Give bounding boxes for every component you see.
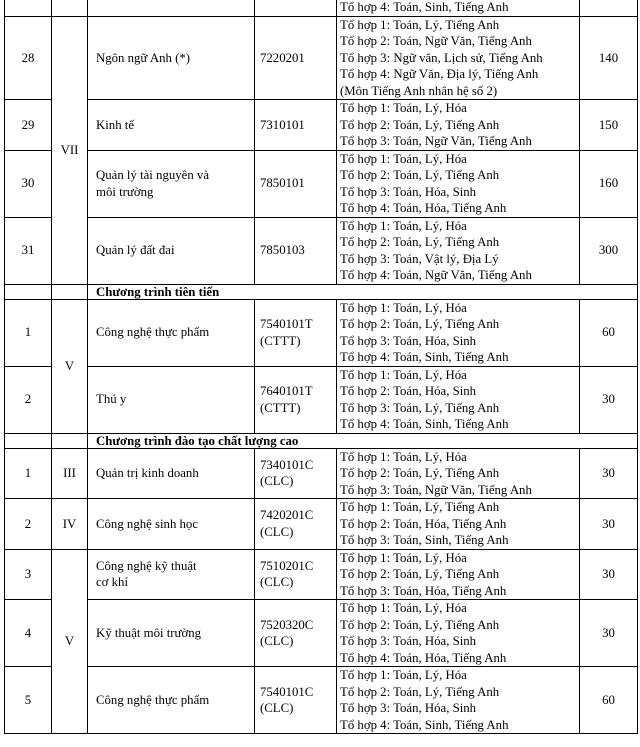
major-code-line: 7540101T (260, 317, 313, 331)
major-name: Ngôn ngữ Anh (*) (88, 16, 255, 100)
quota: 140 (580, 16, 638, 100)
combo-line: Tổ hợp 3: Toán, Ngữ Văn, Tiếng Anh (340, 482, 532, 497)
section-title: Chương trình đào tạo chất lượng cao (88, 433, 638, 448)
section-title: Chương trình tiên tiến (88, 284, 638, 299)
combo-line: Tổ hợp 2: Toán, Lý, Tiếng Anh (340, 235, 500, 249)
major-name: Công nghệ thực phẩm (88, 299, 255, 366)
combo-line: Tổ hợp 1: Toán, Lý, Hóa (340, 151, 467, 166)
table-row (5, 100, 638, 151)
combo-line: Tổ hợp 2: Toán, Lý, Tiếng Anh (340, 168, 500, 182)
combo-line: Tổ hợp 3: Toán, Hóa, Sinh (340, 184, 477, 199)
combo-line: Tổ hợp 3: Toán, Sinh, Tiếng Anh (340, 533, 509, 547)
major-code-line: 7340101C (260, 457, 314, 472)
table-row (5, 366, 638, 433)
combo-list (337, 299, 580, 366)
combo-line: Tổ hợp 2: Toán, Lý, Tiếng Anh (340, 466, 500, 480)
quota: 160 (580, 150, 638, 217)
major-name (88, 150, 255, 217)
combo-list (337, 600, 580, 667)
major-name (88, 549, 255, 600)
combo-line: Tổ hợp 1: Toán, Lý, Tiếng Anh (340, 500, 500, 514)
major-code-line: 7640101T (260, 384, 313, 398)
row-number: 3 (5, 549, 52, 600)
major-name: Quản lý đất đai (88, 217, 255, 284)
row-number: 2 (5, 499, 52, 550)
combo-line: Tổ hợp 3: Toán, Hóa, Tiếng Anh (340, 583, 507, 598)
combo-list (337, 448, 580, 499)
row-number: 5 (5, 667, 52, 734)
combo-line: Tổ hợp 1: Toán, Lý, Hóa (340, 367, 467, 382)
combo-line: Tổ hợp 1: Toán, Lý, Hóa (340, 101, 467, 115)
group-label: V (52, 549, 88, 734)
major-name: Kỹ thuật môi trường (88, 600, 255, 667)
combo-line: Tổ hợp 4: Toán, Sinh, Tiếng Anh (340, 350, 509, 364)
combo-line: Tổ hợp 1: Toán, Lý, Tiếng Anh (340, 17, 500, 32)
quota: 300 (580, 217, 638, 284)
combo-list (337, 499, 580, 550)
combo-line: Tổ hợp 2: Toán, Ngữ Văn, Tiếng Anh (340, 34, 532, 48)
major-code (255, 667, 337, 734)
row-number: 28 (5, 16, 52, 100)
combo-line: Tổ hợp 4: Toán, Sinh, Tiếng Anh (340, 417, 509, 431)
row-number: 1 (5, 448, 52, 499)
table-row (5, 667, 638, 734)
combo-list (337, 150, 580, 217)
combo-line: Tổ hợp 2: Toán, Lý, Tiếng Anh (340, 617, 500, 632)
major-code-line: (CLC) (260, 474, 294, 489)
table-row (5, 549, 638, 600)
combo-line: Tổ hợp 3: Toán, Hóa, Sinh (340, 634, 477, 648)
combo-line: Tổ hợp 2: Toán, Lý, Tiếng Anh (340, 567, 500, 581)
major-code-line: (CLC) (260, 634, 294, 648)
major-code-line: 7540101C (260, 684, 314, 699)
combo-line: Tổ hợp 3: Ngữ văn, Lịch sử, Tiếng Anh (340, 50, 543, 65)
major-code: 7220201 (255, 16, 337, 100)
major-name-line: môi trường (96, 184, 154, 199)
major-code-line: 7510201C (260, 558, 314, 573)
row-number: 1 (5, 299, 52, 366)
combo-line: Tổ hợp 4: Toán, Hóa, Tiếng Anh (340, 650, 507, 665)
combo-line: Tổ hợp 1: Toán, Lý, Hóa (340, 300, 467, 315)
combo-list (337, 16, 580, 100)
row-number: 30 (5, 150, 52, 217)
combo-line: Tổ hợp 1: Toán, Lý, Hóa (340, 668, 467, 682)
combo-line: Tổ hợp 1: Toán, Lý, Hóa (340, 601, 467, 615)
combo-line: Tổ hợp 2: Toán, Lý, Tiếng Anh (340, 317, 500, 331)
combo-line: Tổ hợp 2: Toán, Lý, Tiếng Anh (340, 117, 500, 132)
quota: 60 (580, 299, 638, 366)
combo-line: Tổ hợp 1: Toán, Lý, Hóa (340, 218, 467, 233)
quota: 150 (580, 100, 638, 151)
group-label: VII (52, 16, 88, 284)
combo-line: Tổ hợp 3: Toán, Hóa, Sinh (340, 701, 477, 715)
major-code (255, 600, 337, 667)
combo-line: Tổ hợp 3: Toán, Vật lý, Địa Lý (340, 251, 499, 266)
major-code (255, 366, 337, 433)
combo-line: Tổ hợp 1: Toán, Lý, Hóa (340, 550, 467, 565)
admission-table (4, 0, 638, 734)
major-code-line: (CTTT) (260, 400, 301, 415)
combo-line: Tổ hợp 2: Toán, Hóa, Tiếng Anh (340, 516, 507, 531)
quota: 30 (580, 448, 638, 499)
major-name-line: Công nghệ kỹ thuật (96, 558, 197, 573)
major-code-line: (CLC) (260, 701, 294, 715)
row-number: 2 (5, 366, 52, 433)
table-row (5, 0, 638, 16)
major-name: Công nghệ sinh học (88, 499, 255, 550)
section-row (5, 284, 638, 299)
combo-line: Tổ hợp 2: Toán, Hóa, Sinh (340, 384, 477, 398)
combo-line: Tổ hợp 4: Toán, Sinh, Tiếng Anh (340, 717, 509, 732)
major-name-line: Quản lý tài nguyên và (96, 168, 210, 182)
major-name: Công nghệ thực phẩm (88, 667, 255, 734)
combo-line: Tổ hợp 4: Toán, Sinh, Tiếng Anh (340, 0, 509, 14)
group-label: III (52, 448, 88, 499)
combo-line: Tổ hợp 3: Toán, Hóa, Sinh (340, 333, 477, 348)
major-code (255, 499, 337, 550)
combo-line: Tổ hợp 4: Toán, Ngữ Văn, Tiếng Anh (340, 268, 532, 282)
table-row (5, 299, 638, 366)
major-code: 7850103 (255, 217, 337, 284)
quota: 30 (580, 600, 638, 667)
major-code (255, 549, 337, 600)
table-row (5, 448, 638, 499)
major-code-line: (CTTT) (260, 333, 301, 348)
major-name: Quản trị kinh doanh (88, 448, 255, 499)
quota: 30 (580, 499, 638, 550)
row-number: 4 (5, 600, 52, 667)
quota: 30 (580, 549, 638, 600)
table-row (5, 150, 638, 217)
major-code-line: 7520320C (260, 617, 314, 632)
combo-line: Tổ hợp 1: Toán, Lý, Hóa (340, 449, 467, 464)
combo-list (337, 100, 580, 151)
combo-line: Tổ hợp 4: Toán, Hóa, Tiếng Anh (340, 201, 507, 215)
group-label: V (52, 299, 88, 433)
combo-list (337, 549, 580, 600)
major-name-line: cơ khí (96, 575, 128, 590)
major-name: Thú y (88, 366, 255, 433)
major-code (255, 299, 337, 366)
major-code-line: (CLC) (260, 524, 294, 539)
table-row (5, 217, 638, 284)
combo-note: (Môn Tiếng Anh nhân hệ số 2) (340, 83, 498, 98)
group-label: IV (52, 499, 88, 550)
combo-line: Tổ hợp 3: Toán, Lý, Tiếng Anh (340, 400, 500, 415)
major-code: 7310101 (255, 100, 337, 151)
major-code-line: 7420201C (260, 508, 314, 523)
combo-list (337, 217, 580, 284)
row-number: 29 (5, 100, 52, 151)
table-row (5, 600, 638, 667)
quota: 60 (580, 667, 638, 734)
table-row (5, 16, 638, 100)
table-row (5, 499, 638, 550)
combo-line: Tổ hợp 4: Ngữ Văn, Địa lý, Tiếng Anh (340, 67, 539, 81)
combo-line: Tổ hợp 3: Toán, Ngữ Văn, Tiếng Anh (340, 134, 532, 148)
section-row (5, 433, 638, 448)
row-number: 31 (5, 217, 52, 284)
major-name: Kinh tế (88, 100, 255, 151)
major-code: 7850101 (255, 150, 337, 217)
combo-line: Tổ hợp 2: Toán, Lý, Tiếng Anh (340, 684, 500, 699)
quota: 30 (580, 366, 638, 433)
combo-list (337, 366, 580, 433)
major-code (255, 448, 337, 499)
combo-list (337, 667, 580, 734)
major-code-line: (CLC) (260, 575, 294, 590)
